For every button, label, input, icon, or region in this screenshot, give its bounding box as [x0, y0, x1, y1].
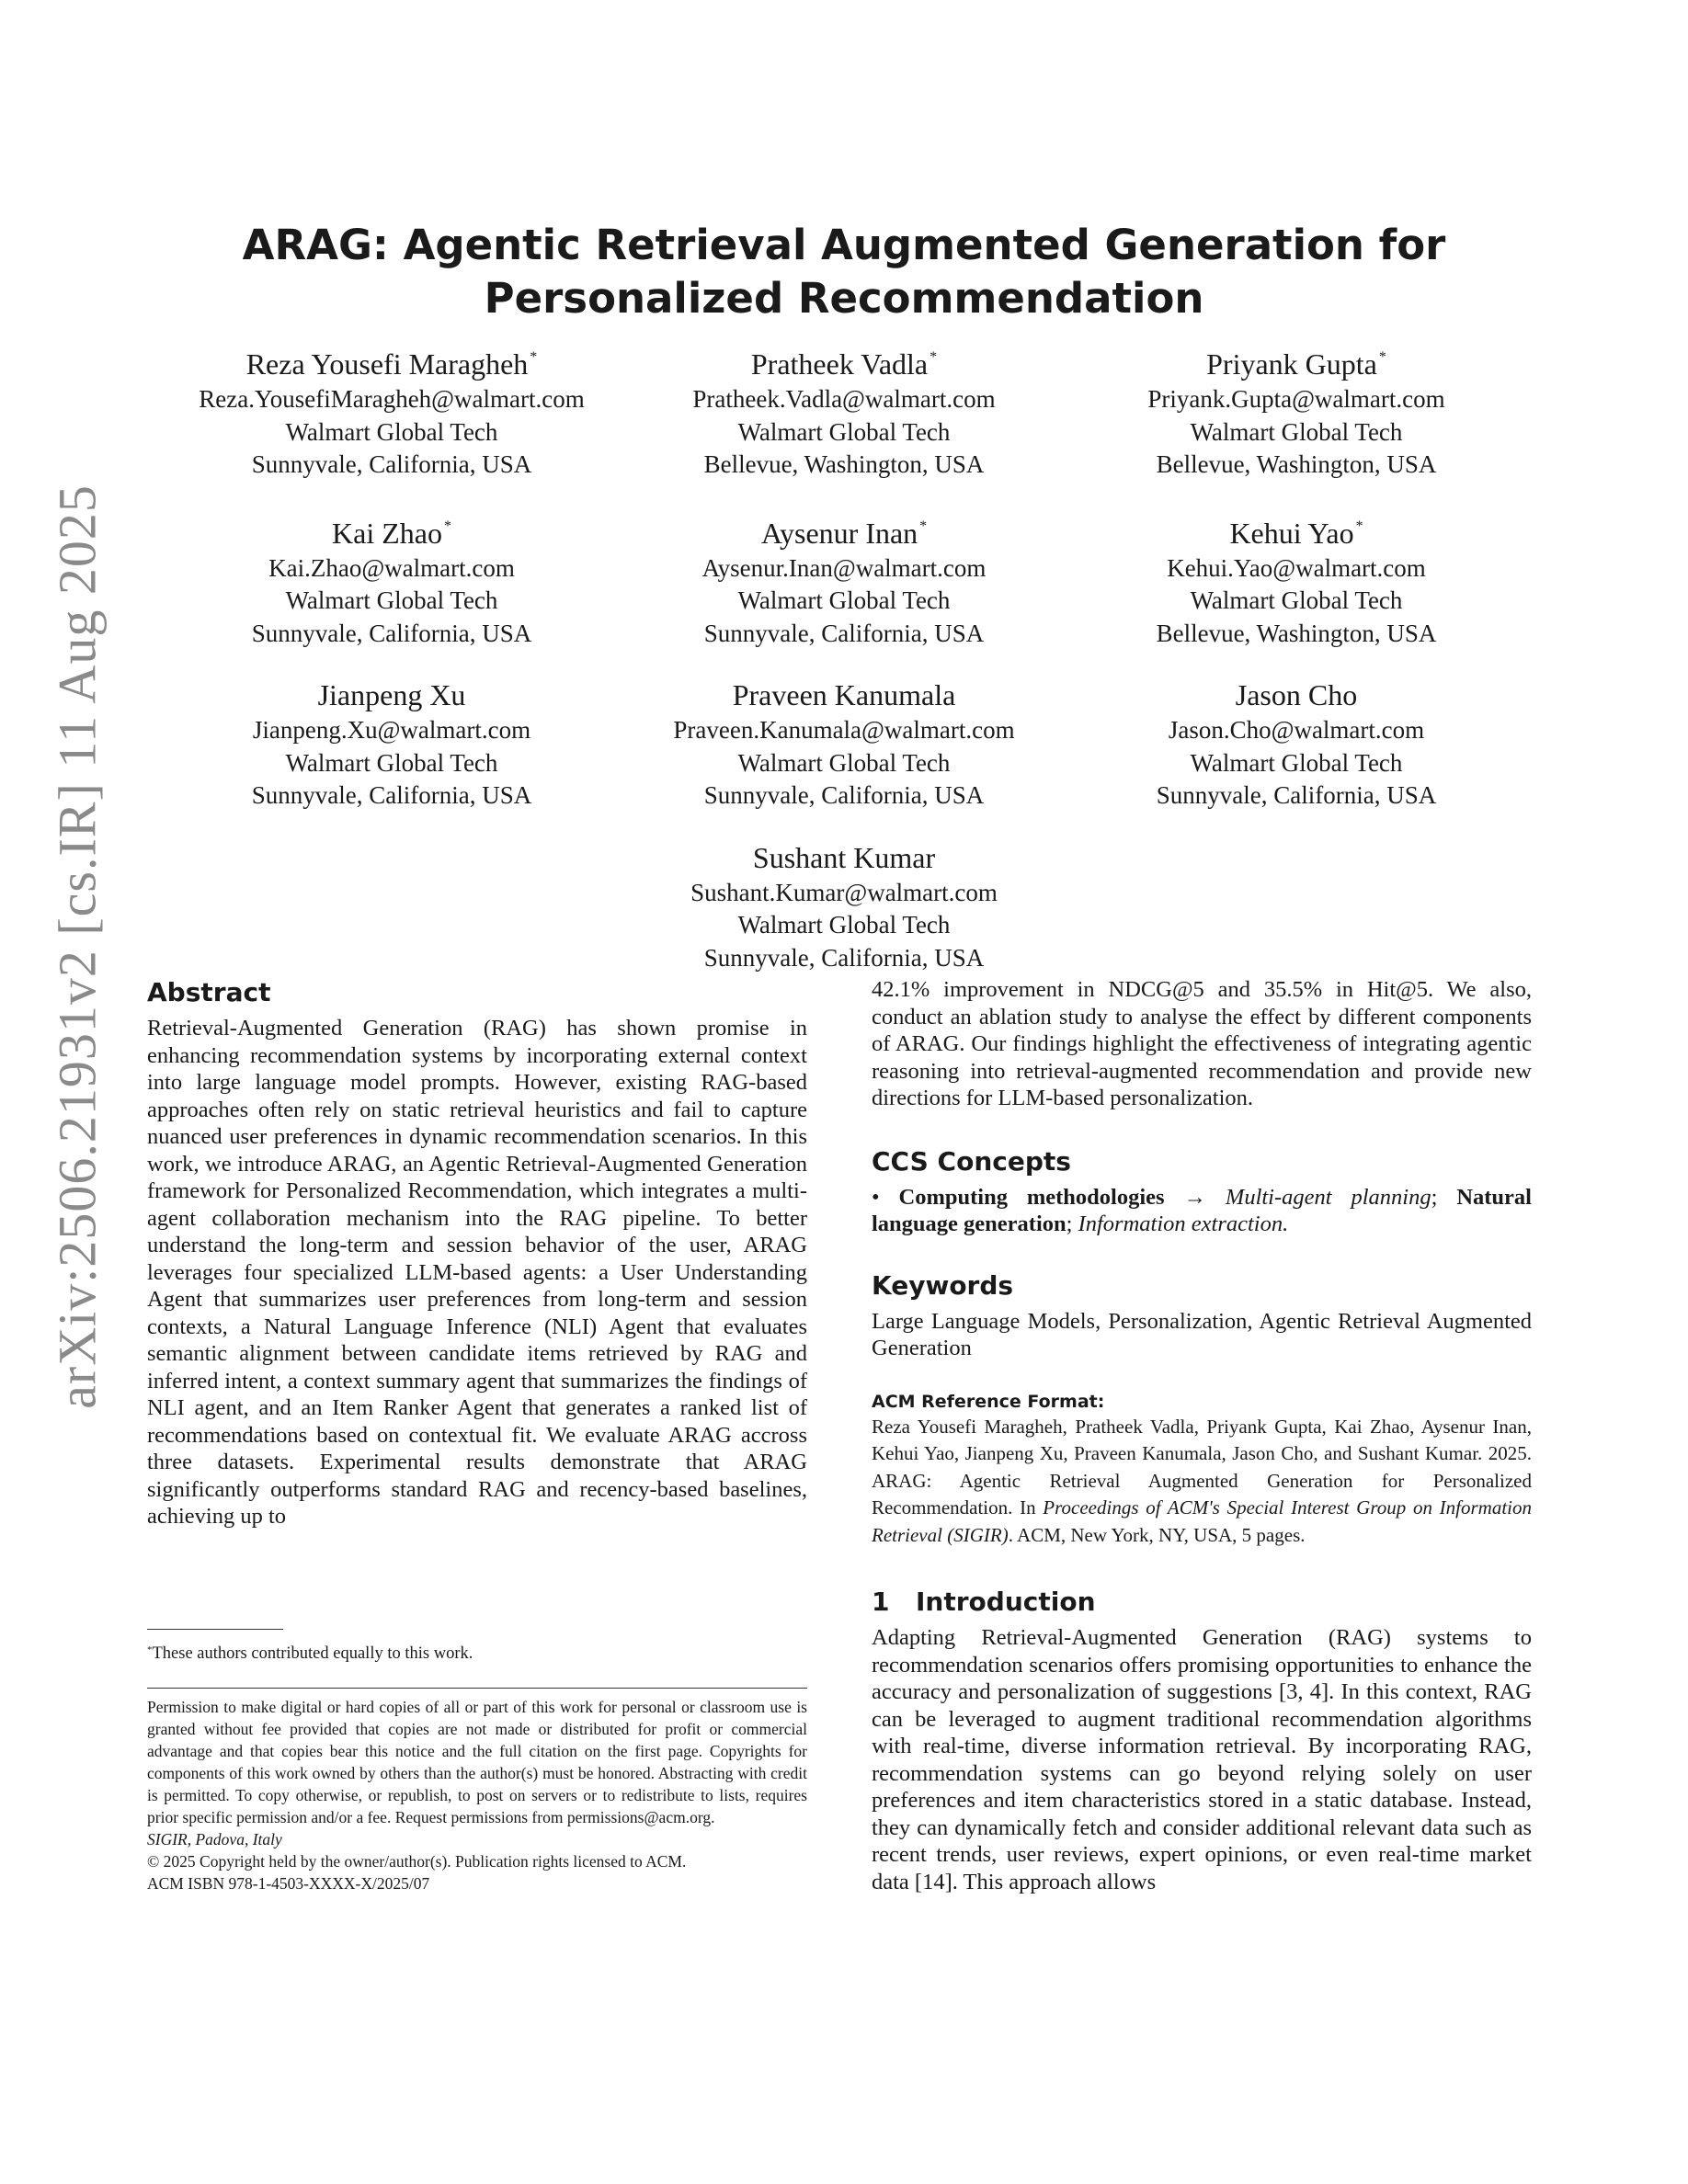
author-affiliation: Walmart Global Tech: [1190, 748, 1403, 777]
right-column: [872, 976, 1532, 1895]
author-block: [618, 338, 1070, 482]
author-block: [165, 507, 618, 651]
author-location: Sunnyvale, California, USA: [703, 943, 985, 972]
author-list: [147, 338, 1541, 974]
abstract-heading: Abstract: [147, 977, 271, 1007]
author-name: Reza Yousefi Maragheh *: [245, 347, 538, 381]
author-affiliation: Walmart Global Tech: [285, 417, 498, 446]
author-name: Sushant Kumar: [752, 840, 936, 874]
author-name: Aysenur Inan *: [760, 516, 928, 550]
conference-venue: SIGIR, Padova, Italy: [147, 1830, 282, 1848]
author-affiliation: Walmart Global Tech: [737, 417, 951, 446]
author-name: Praveen Kanumala: [732, 678, 956, 711]
author-location: Bellevue, Washington, USA: [703, 450, 985, 478]
author-affiliation: Walmart Global Tech: [737, 748, 951, 777]
acm-reference-heading: ACM Reference Format:: [872, 1391, 1105, 1412]
author-name: Priyank Gupta *: [1206, 347, 1386, 381]
ccs-concepts-section: [872, 1145, 1532, 1238]
equal-contribution-mark: *: [443, 518, 451, 534]
author-location: Sunnyvale, California, USA: [251, 781, 532, 809]
keywords-section: [872, 1269, 1532, 1362]
author-affiliation: Walmart Global Tech: [737, 586, 951, 614]
author-location: Sunnyvale, California, USA: [251, 619, 532, 647]
author-block: [165, 338, 618, 482]
abstract-text-continued: 42.1% improvement in NDCG@5 and 35.5% in Hit@5. We also, conduct an ablation study to analyse the effect by different components of ARAG. Our findings highlight the effectiveness of integrating agentic reasoning into retrieval-augmented recommendation and provide new directions for LLM-based personalization.: [872, 977, 1532, 1110]
author-affiliation: Walmart Global Tech: [737, 911, 951, 938]
author-email: Jianpeng.Xu@walmart.com: [252, 716, 531, 744]
footnote-area: [147, 1629, 807, 1665]
author-email: Pratheek.Vadla@walmart.com: [692, 385, 996, 413]
author-affiliation: Walmart Global Tech: [285, 586, 498, 614]
author-email: Kai.Zhao@walmart.com: [268, 553, 515, 582]
footnote-rule: [147, 1629, 283, 1630]
author-email: Jason.Cho@walmart.com: [1168, 716, 1425, 744]
equal-contribution-mark: *: [1355, 518, 1363, 534]
permission-block: [147, 1688, 807, 1894]
author-block: [618, 838, 1070, 975]
left-column: [147, 976, 807, 1530]
author-location: Bellevue, Washington, USA: [1156, 450, 1437, 478]
author-email: Aysenur.Inan@walmart.com: [701, 553, 987, 582]
footnote: *These authors contributed equally to this work.: [147, 1644, 473, 1663]
acm-reference-text: Reza Yousefi Maragheh, Pratheek Vadla, Priyank Gupta, Kai Zhao, Aysenur Inan, Kehui Yao, Jianpeng Xu, Praveen Kanumala, Jason Cho, and Sushant Kumar. 2025. ARAG: Agentic Retrieval Augmented Generation for Personalized Recommendation. In Proceedings of ACM's Special Interest Group on Information Retrieval (SIGIR). ACM, New York, NY, USA, 5 pages.: [872, 1415, 1532, 1546]
author-location: Sunnyvale, California, USA: [703, 619, 985, 647]
author-block: [618, 507, 1070, 651]
isbn-line: ACM ISBN 978-1-4503-XXXX-X/2025/07: [147, 1874, 430, 1893]
ccs-text: • Computing methodologies → Multi-agent planning; Natural language generation; Information extraction.: [872, 1184, 1532, 1236]
arxiv-stamp: arXiv:2506.21931v2 [cs.IR] 11 Aug 2025: [47, 484, 108, 1409]
author-block: [1070, 338, 1523, 482]
author-affiliation: Walmart Global Tech: [1190, 417, 1403, 446]
author-name: Jason Cho: [1235, 678, 1358, 711]
author-name: Kehui Yao *: [1229, 516, 1363, 550]
abstract-text: Retrieval-Augmented Generation (RAG) has shown promise in enhancing recommendation systems by incorporating external context into large language model prompts. However, existing RAG-based approaches often rely on static retrieval heuristics and fail to capture nuanced user preferences in dynamic recommendation scenarios. In this work, we introduce ARAG, an Agentic Retrieval-Augmented Generation framework for Personalized Recommendation, which integrates a multi-agent collaboration mechanism into the RAG pipeline. To better understand the long-term and session behavior of the user, ARAG leverages four specialized LLM-based agents: a User Understanding Agent that summarizes user preferences from long-term and session contexts, a Natural Language Inference (NLI) Agent that evaluates semantic alignment between candidate items retrieved by RAG and inferred intent, a context summary agent that summarizes the findings of NLI agent, and an Item Ranker Agent that generates a ranked list of recommendations based on contextual fit. We evaluate ARAG accross three datasets. Experimental results demonstrate that ARAG significantly outperforms standard RAG and recency-based baselines, achieving up to: [147, 1016, 807, 1529]
equal-contribution-mark: *: [1378, 349, 1386, 365]
ccs-heading: CCS Concepts: [872, 1145, 1071, 1177]
copyright-line: © 2025 Copyright held by the owner/author(s). Publication rights licensed to ACM.: [147, 1852, 687, 1871]
acm-reference-section: [872, 1390, 1532, 1550]
equal-contribution-mark: *: [930, 349, 938, 365]
author-location: Sunnyvale, California, USA: [1156, 781, 1437, 809]
author-name: Kai Zhao *: [332, 516, 451, 550]
author-location: Sunnyvale, California, USA: [703, 781, 985, 809]
keywords-heading: Keywords: [872, 1269, 1014, 1301]
paper-title: [147, 219, 1541, 325]
introduction-heading: 1 Introduction: [872, 1587, 1096, 1617]
paper-title-line-2: Personalized Recommendation: [484, 274, 1204, 323]
author-block: [1070, 676, 1523, 813]
introduction-section: [872, 1586, 1532, 1895]
author-name: Jianpeng Xu: [317, 678, 466, 711]
equal-contribution-mark: *: [530, 349, 538, 365]
author-affiliation: Walmart Global Tech: [1190, 586, 1403, 614]
author-affiliation: Walmart Global Tech: [285, 748, 498, 777]
author-email: Kehui.Yao@walmart.com: [1167, 553, 1426, 582]
author-email: Praveen.Kanumala@walmart.com: [673, 716, 1015, 744]
keywords-text: Large Language Models, Personalization, Agentic Retrieval Augmented Generation: [872, 1308, 1532, 1360]
author-email: Reza.YousefiMaragheh@walmart.com: [199, 385, 585, 413]
author-block: [618, 676, 1070, 813]
author-name: Pratheek Vadla *: [750, 347, 938, 381]
equal-contribution-mark: *: [919, 518, 928, 534]
permission-rule: [147, 1688, 807, 1689]
author-location: Sunnyvale, California, USA: [251, 450, 532, 478]
introduction-text: Adapting Retrieval-Augmented Generation (RAG) systems to recommendation scenarios offers promising opportunities to enhance the accuracy and personalization of suggestions [3, 4]. In this context, RAG can be leveraged to augment traditional recommendation algorithms with real-time, diverse information retrieval. By incorporating RAG, recommendation systems can go beyond relying solely on user preferences and item characteristics stored in a static database. Instead, they can dynamically fetch and consider additional relevant data such as recent trends, user reviews, expert opinions, or even real-time market data [14]. This approach allows: [872, 1625, 1532, 1894]
author-email: Priyank.Gupta@walmart.com: [1147, 385, 1445, 413]
author-block: [1070, 507, 1523, 651]
permission-text: Permission to make digital or hard copies of all or part of this work for personal or classroom use is granted without fee provided that copies are not made or distributed for profit or commercial advantage and that copies bear this notice and the full citation on the first page. Copyrights for components of this work owned by others than the author(s) must be honored. Abstracting with credit is permitted. To copy otherwise, or republish, to post on servers or to redistribute to lists, requires prior specific permission and/or a fee. Request permissions from permissions@acm.org.: [147, 1698, 807, 1826]
paper-title-line-1: ARAG: Agentic Retrieval Augmented Generation for: [242, 221, 1446, 269]
author-block: [165, 676, 618, 813]
author-email: Sushant.Kumar@walmart.com: [690, 878, 998, 906]
author-location: Bellevue, Washington, USA: [1156, 619, 1437, 647]
